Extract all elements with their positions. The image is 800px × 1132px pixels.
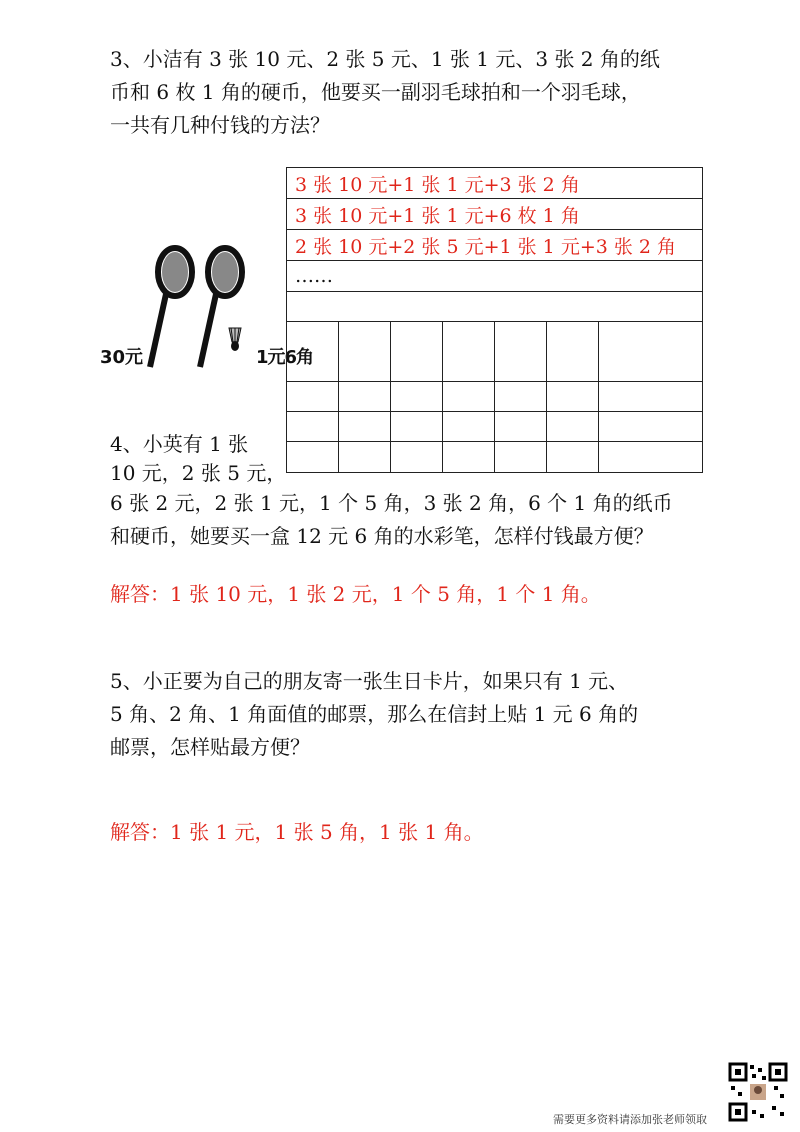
badminton-illustration bbox=[140, 240, 260, 370]
q4-line-2: 10 元，2 张 5 元， bbox=[110, 461, 287, 485]
q4-answer: 解答：1 张 10 元，1 张 2 元，1 个 5 角，1 个 1 角。 bbox=[110, 582, 601, 606]
racket-1-icon bbox=[150, 248, 192, 367]
q4-line-4: 和硬币，她要买一盒 12 元 6 角的水彩笔，怎样付钱最方便？ bbox=[110, 524, 654, 548]
table-row: …… bbox=[287, 261, 703, 292]
table-row: 3 张 10 元+1 张 1 元+3 张 2 角 bbox=[287, 168, 703, 199]
shuttlecock-icon bbox=[229, 328, 241, 351]
q5-line-1: 5、小正要为自己的朋友寄一张生日卡片，如果只有 1 元、 bbox=[110, 669, 629, 693]
q5-line-3: 邮票，怎样贴最方便？ bbox=[110, 735, 310, 759]
q5-line-2: 5 角、2 角、1 角面值的邮票，那么在信封上贴 1 元 6 角的 bbox=[110, 702, 639, 726]
q3-line-1: 3、小洁有 3 张 10 元、2 张 5 元、1 张 1 元、3 张 2 角的纸 bbox=[110, 47, 660, 71]
q5-answer: 解答：1 张 1 元，1 张 5 角，1 张 1 角。 bbox=[110, 820, 484, 844]
q3-line-3: 一共有几种付钱的方法？ bbox=[110, 113, 330, 137]
q3-line-2: 币和 6 枚 1 角的硬币，他要买一副羽毛球拍和一个羽毛球， bbox=[110, 80, 641, 104]
shuttle-price-label: 1元6角 bbox=[256, 347, 314, 368]
q4-line-1: 4、小英有 1 张 bbox=[110, 432, 249, 456]
payment-table bbox=[286, 167, 703, 473]
footer-note: 需要更多资料请添加张老师领取 bbox=[553, 1113, 707, 1126]
table-row: 3 张 10 元+1 张 1 元+6 枚 1 角 bbox=[287, 199, 703, 230]
table-row: 2 张 10 元+2 张 5 元+1 张 1 元+3 张 2 角 bbox=[287, 230, 703, 261]
table-row-empty bbox=[287, 292, 703, 322]
qr-code-icon[interactable] bbox=[728, 1062, 788, 1122]
q4-line-3: 6 张 2 元，2 张 1 元，1 个 5 角，3 张 2 角，6 个 1 角的纸币 bbox=[110, 491, 673, 515]
racket-price-label: 30元 bbox=[100, 347, 144, 368]
